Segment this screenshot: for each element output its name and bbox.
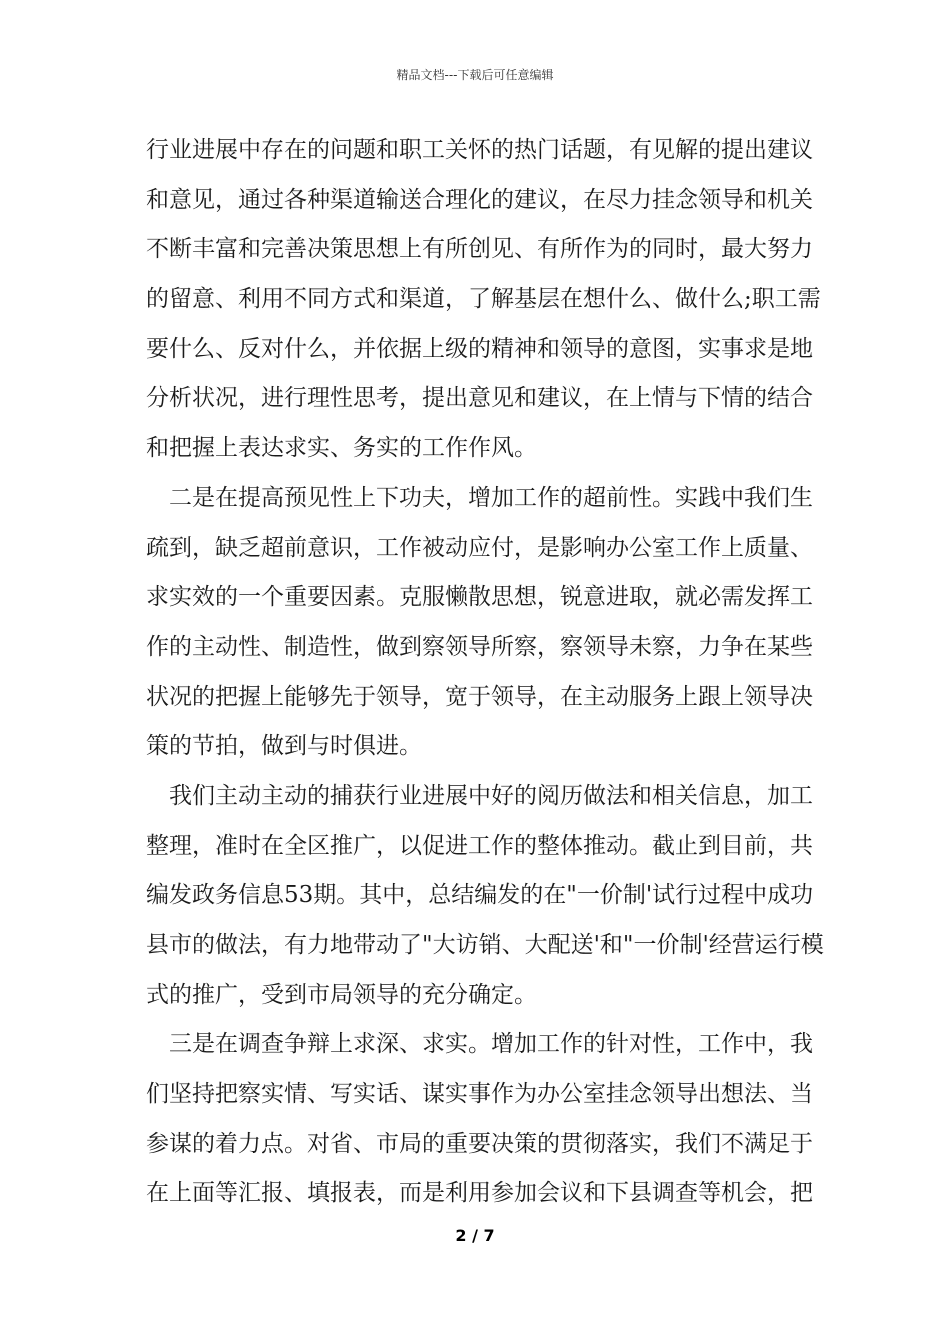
body-line: 整理，准时在全区推广，以促进工作的整体推动。截止到目前，共 xyxy=(146,832,813,859)
body-line: 策的节拍，做到与时俱进。 xyxy=(146,733,422,760)
body-line: 行业进展中存在的问题和职工关怀的热门话题，有见解的提出建议 xyxy=(146,137,813,163)
body-line: 要什么、反对什么，并依据上级的精神和领导的意图，实事求是地 xyxy=(146,335,813,362)
body-line: 分析状况，进行理性思考，提出意见和建议，在上情与下情的结合 xyxy=(146,385,813,412)
body-line: 和意见，通过各种渠道输送合理化的建议，在尽力挂念领导和机关 xyxy=(146,186,813,213)
page-header-note: 精品文档---下载后可任意编辑 xyxy=(396,68,554,82)
body-line: 疏到，缺乏超前意识，工作被动应付，是影响办公室工作上质量、 xyxy=(146,534,813,561)
body-line: 编发政务信息53期。其中，总结编发的在"一价制'试行过程中成功 xyxy=(146,882,814,909)
body-line: 在上面等汇报、填报表，而是利用参加会议和下县调查等机会，把 xyxy=(146,1180,813,1207)
body-line: 求实效的一个重要因素。克服懒散思想，锐意进取，就必需发挥工 xyxy=(146,584,813,611)
body-line: 三是在调查争辩上求深、求实。增加工作的针对性，工作中，我 xyxy=(146,1031,813,1058)
page-number: 2 / 7 xyxy=(455,1226,495,1245)
body-line: 我们主动主动的捕获行业进展中好的阅历做法和相关信息，加工 xyxy=(146,782,813,809)
body-line: 二是在提高预见性上下功夫，增加工作的超前性。实践中我们生 xyxy=(146,484,813,511)
body-line: 和把握上表达求实、务实的工作作风。 xyxy=(146,435,537,462)
document-body xyxy=(146,126,824,1219)
body-line: 状况的把握上能够先于领导，宽于领导，在主动服务上跟上领导决 xyxy=(146,683,813,710)
body-line: 县市的做法，有力地带动了"大访销、大配送'和"一价制'经营运行模 xyxy=(146,932,824,958)
body-line: 式的推广，受到市局领导的充分确定。 xyxy=(146,981,537,1008)
body-line: 参谋的着力点。对省、市局的重要决策的贯彻落实，我们不满足于 xyxy=(146,1130,813,1157)
body-line: 们坚持把察实情、写实话、谋实事作为办公室挂念领导出想法、当 xyxy=(146,1081,813,1108)
body-line: 作的主动性、制造性，做到察领导所察，察领导未察，力争在某些 xyxy=(146,633,813,660)
body-line: 的留意、利用不同方式和渠道，了解基层在想什么、做什么;职工需 xyxy=(146,286,821,313)
body-line: 不断丰富和完善决策思想上有所创见、有所作为的同时，最大努力 xyxy=(146,236,813,263)
